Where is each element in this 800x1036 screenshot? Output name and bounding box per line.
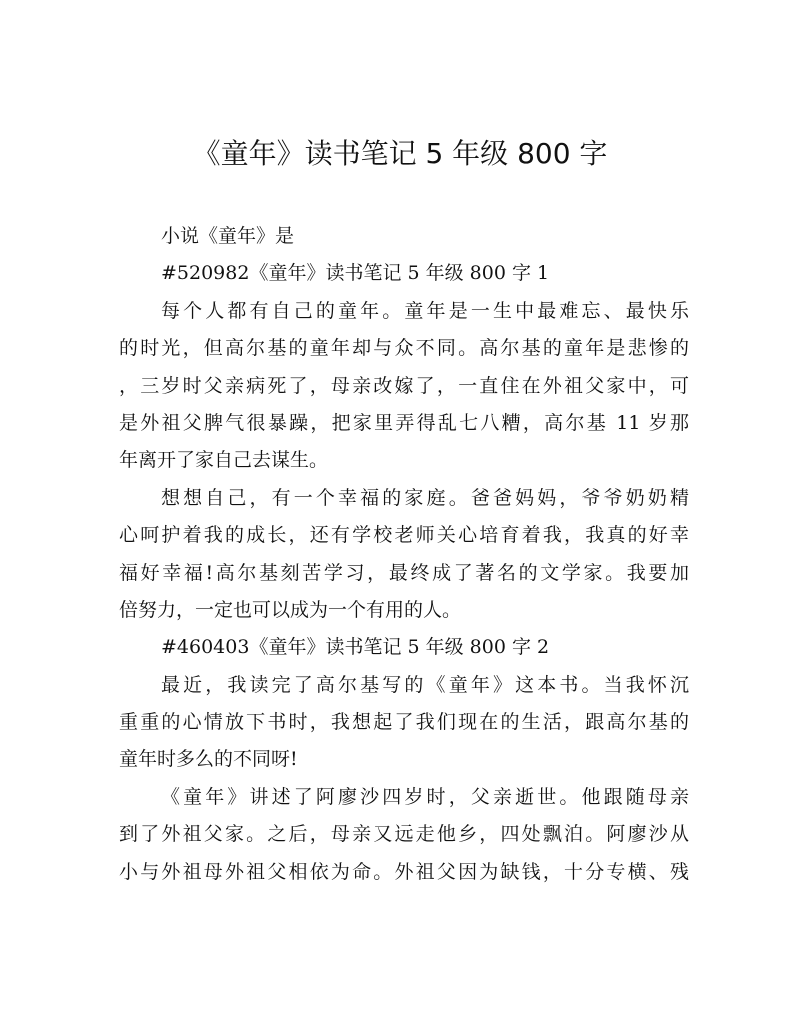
paragraph-line: 是外祖父脾气很暴躁，把家里弄得乱七八糟，高尔基 11 岁那	[119, 411, 689, 434]
section-heading-2: #460403《童年》读书笔记 5 年级 800 字 2	[161, 636, 550, 659]
paragraph-line: 小与外祖母外祖父相依为命。外祖父因为缺钱，十分专横、残	[119, 860, 689, 883]
paragraph-line: 的时光，但高尔基的童年却与众不同。高尔基的童年是悲惨的	[119, 337, 689, 360]
paragraph-line: 重重的心情放下书时，我想起了我们现在的生活，跟高尔基的	[119, 711, 689, 734]
paragraph-line: ，三岁时父亲病死了，母亲改嫁了，一直住在外祖父家中，可	[119, 374, 689, 397]
paragraph-line: 年离开了家自己去谋生。	[119, 449, 329, 472]
paragraph-line: 小说《童年》是	[161, 225, 295, 247]
paragraph-line: 倍努力，一定也可以成为一个有用的人。	[119, 598, 462, 621]
document-body	[119, 218, 689, 891]
paragraph-line: 到了外祖父家。之后，母亲又远走他乡，四处飘泊。阿廖沙从	[119, 823, 689, 846]
paragraph-line: 童年时多么的不同呀!	[119, 748, 298, 771]
section-heading-1: #520982《童年》读书笔记 5 年级 800 字 1	[161, 262, 550, 285]
paragraph-line: 每个人都有自己的童年。童年是一生中最难忘、最快乐	[161, 299, 689, 322]
paragraph-line: 想想自己，有一个幸福的家庭。爸爸妈妈，爷爷奶奶精	[161, 486, 689, 509]
paragraph-line: 福好幸福!高尔基刻苦学习，最终成了著名的文学家。我要加	[119, 561, 689, 584]
document-title: 《童年》读书笔记 5 年级 800 字	[192, 137, 608, 170]
paragraph-line: 最近，我读完了高尔基写的《童年》这本书。当我怀沉	[161, 673, 689, 696]
paragraph-line: 《童年》讲述了阿廖沙四岁时，父亲逝世。他跟随母亲	[161, 785, 689, 808]
paragraph-line: 心呵护着我的成长，还有学校老师关心培育着我，我真的好幸	[119, 524, 689, 547]
